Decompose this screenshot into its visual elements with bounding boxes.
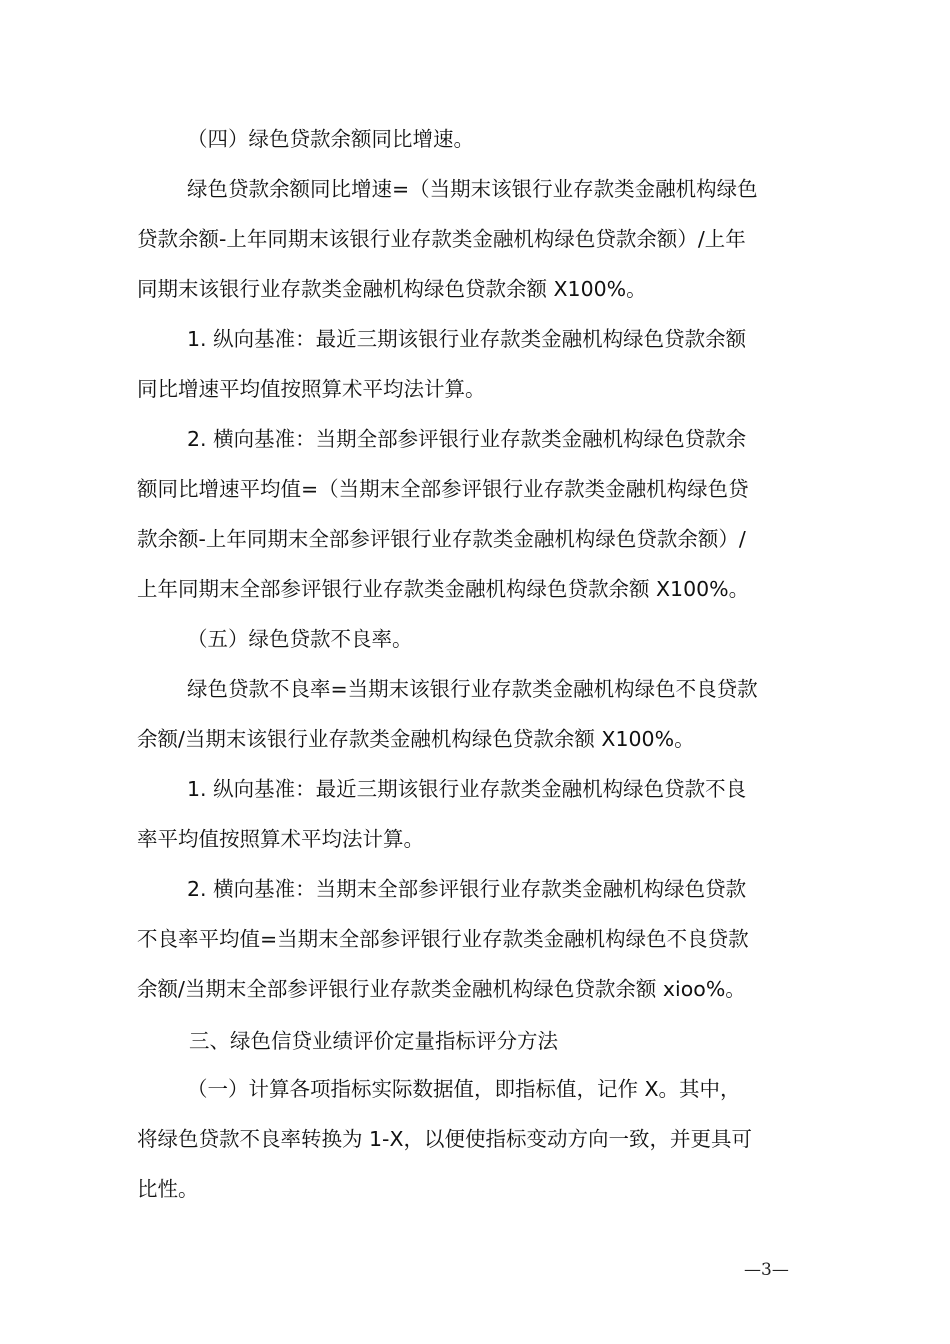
body-paragraph-line: 将绿色贷款不良率转换为 1-X，以便使指标变动方向一致，并更具可	[137, 1127, 752, 1151]
horizontal-benchmark-line: 款余额-上年同期末全部参评银行业存款类金融机构绿色贷款余额）/	[137, 527, 746, 551]
horizontal-benchmark-line: 额同比增速平均值=（当期末全部参评银行业存款类金融机构绿色贷	[137, 477, 749, 501]
horizontal-benchmark-line: 余额/当期末全部参评银行业存款类金融机构绿色贷款余额 xioo%。	[137, 977, 746, 1001]
vertical-benchmark-line: 同比增速平均值按照算术平均法计算。	[137, 377, 486, 401]
vertical-benchmark-line: 1. 纵向基准：最近三期该银行业存款类金融机构绿色贷款余额	[187, 327, 747, 351]
body-paragraph-line: （一）计算各项指标实际数据值，即指标值，记作 X。其中，	[187, 1077, 741, 1101]
formula-line: 绿色贷款余额同比增速=（当期末该银行业存款类金融机构绿色	[187, 177, 758, 201]
vertical-benchmark-line: 1. 纵向基准：最近三期该银行业存款类金融机构绿色贷款不良	[187, 777, 747, 801]
formula-line: 余额/当期末该银行业存款类金融机构绿色贷款余额 X100%。	[137, 727, 695, 751]
horizontal-benchmark-line: 2. 横向基准：当期末全部参评银行业存款类金融机构绿色贷款	[187, 877, 747, 901]
section-heading-4: （四）绿色贷款余额同比增速。	[187, 127, 474, 151]
formula-line: 绿色贷款不良率=当期末该银行业存款类金融机构绿色不良贷款	[187, 677, 758, 701]
vertical-benchmark-line: 率平均值按照算术平均法计算。	[137, 827, 424, 851]
section-heading-3: 三、绿色信贷业绩评价定量指标评分方法	[189, 1029, 558, 1053]
body-paragraph-line: 比性。	[137, 1177, 199, 1201]
horizontal-benchmark-line: 上年同期末全部参评银行业存款类金融机构绿色贷款余额 X100%。	[137, 577, 750, 601]
formula-line: 贷款余额-上年同期末该银行业存款类金融机构绿色贷款余额）/上年	[137, 227, 746, 251]
section-heading-5: （五）绿色贷款不良率。	[187, 627, 413, 651]
horizontal-benchmark-line: 不良率平均值=当期末全部参评银行业存款类金融机构绿色不良贷款	[137, 927, 749, 951]
horizontal-benchmark-line: 2. 横向基准：当期全部参评银行业存款类金融机构绿色贷款余	[187, 427, 747, 451]
formula-line: 同期末该银行业存款类金融机构绿色贷款余额 X100%。	[137, 277, 647, 301]
page-number: —3—	[744, 1260, 789, 1280]
